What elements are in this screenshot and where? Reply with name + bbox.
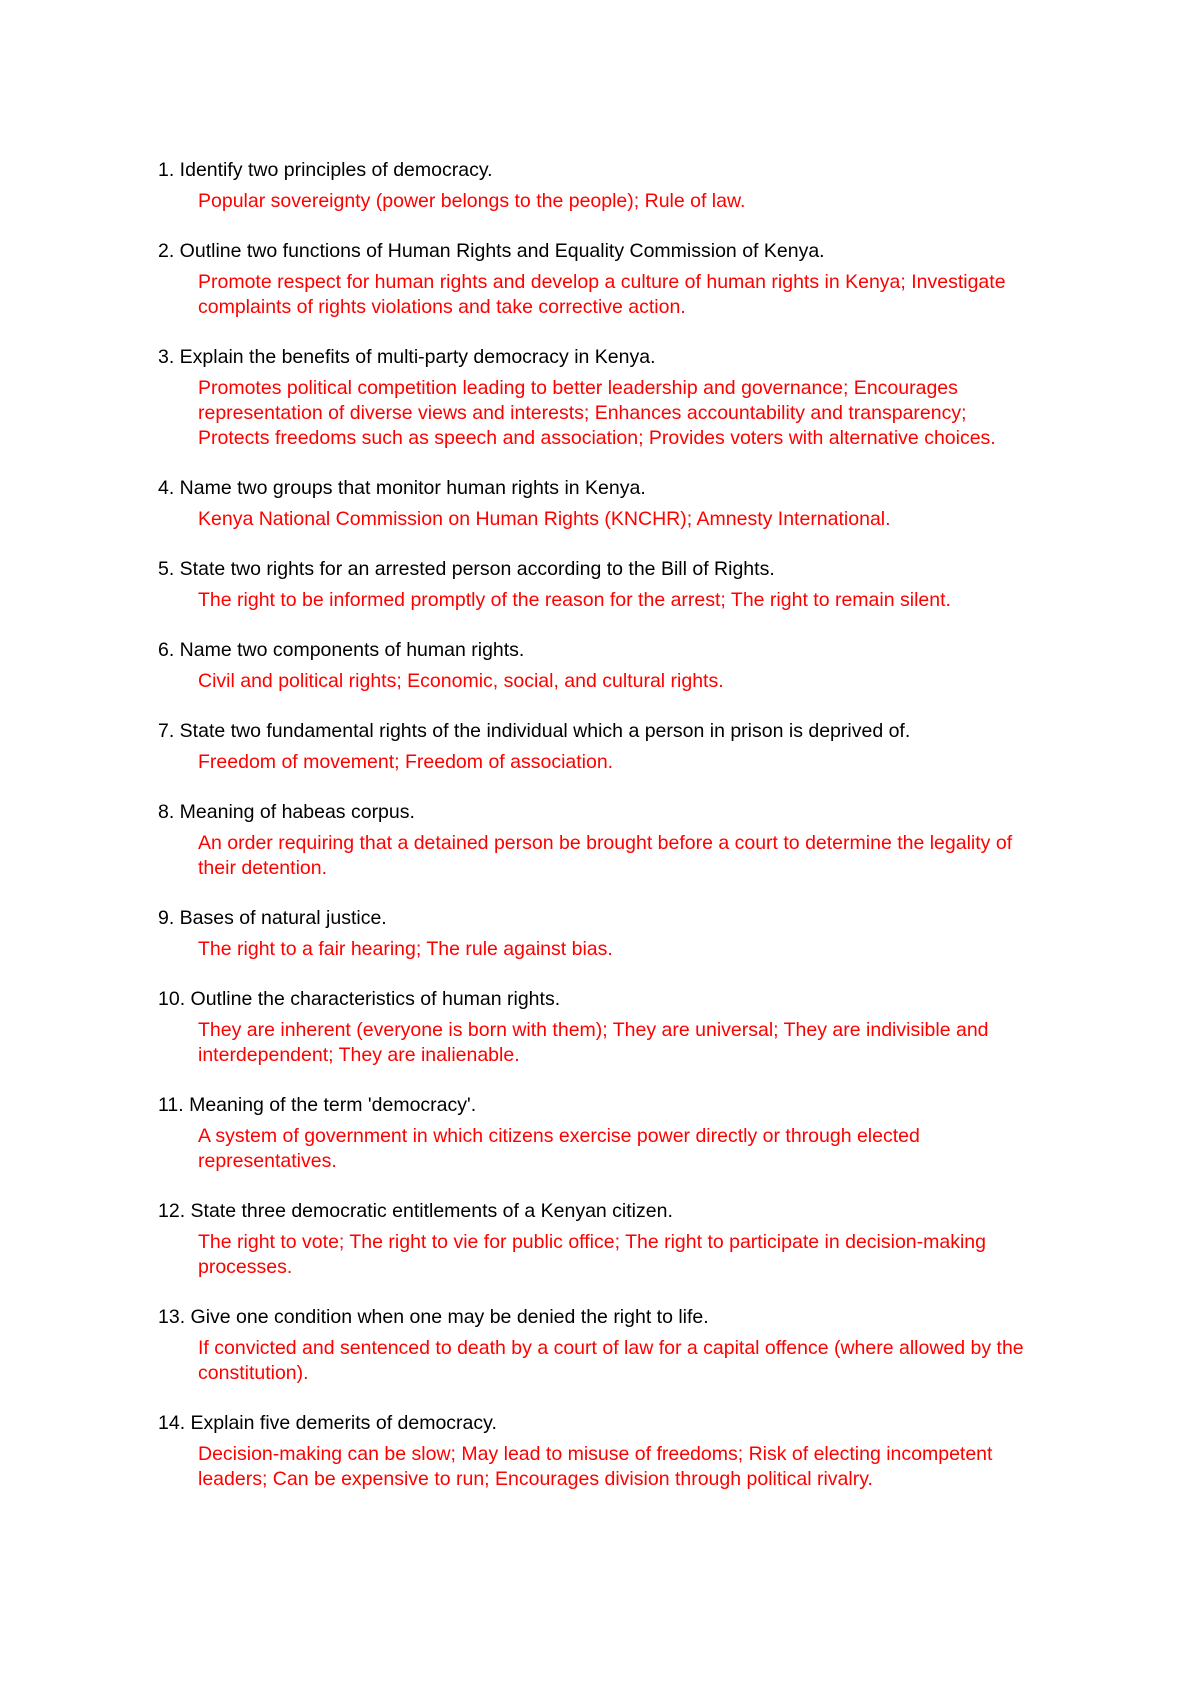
list-item bbox=[158, 1411, 1058, 1492]
question-text: 1. Identify two principles of democracy. bbox=[158, 159, 493, 181]
question-text: 7. State two fundamental rights of the individual which a person in prison is deprived of. bbox=[158, 720, 911, 742]
list-item bbox=[158, 476, 1058, 532]
question-text: 4. Name two groups that monitor human rights in Kenya. bbox=[158, 477, 646, 499]
answer-text: An order requiring that a detained person be brought before a court to determine the legality of their detention. bbox=[198, 832, 1013, 879]
question-answer-list bbox=[158, 158, 1058, 1517]
list-item bbox=[158, 158, 1058, 214]
question-text: 3. Explain the benefits of multi-party democracy in Kenya. bbox=[158, 346, 656, 368]
answer-text: Promote respect for human rights and develop a culture of human rights in Kenya; Investigate complaints of rights violations and take corrective action. bbox=[198, 271, 1006, 318]
question-text: 2. Outline two functions of Human Rights and Equality Commission of Kenya. bbox=[158, 240, 825, 262]
question-text: 5. State two rights for an arrested person according to the Bill of Rights. bbox=[158, 558, 775, 580]
list-item bbox=[158, 239, 1058, 320]
answer-text: If convicted and sentenced to death by a court of law for a capital offence (where allowed by the constitution). bbox=[198, 1337, 1024, 1384]
list-item bbox=[158, 638, 1058, 694]
list-item bbox=[158, 719, 1058, 775]
question-text: 12. State three democratic entitlements of a Kenyan citizen. bbox=[158, 1200, 673, 1222]
answer-text: The right to be informed promptly of the reason for the arrest; The right to remain silent. bbox=[198, 589, 951, 611]
list-item bbox=[158, 1093, 1058, 1174]
answer-text: Civil and political rights; Economic, social, and cultural rights. bbox=[198, 670, 724, 692]
question-text: 8. Meaning of habeas corpus. bbox=[158, 801, 415, 823]
answer-text: Decision-making can be slow; May lead to misuse of freedoms; Risk of electing incompetent leaders; Can be expensive to run; Encourages division through political rivalry. bbox=[198, 1443, 993, 1490]
list-item bbox=[158, 906, 1058, 962]
question-text: 6. Name two components of human rights. bbox=[158, 639, 525, 661]
question-text: 9. Bases of natural justice. bbox=[158, 907, 387, 929]
answer-text: They are inherent (everyone is born with them); They are universal; They are indivisible and interdependent; They are inalienable. bbox=[198, 1019, 989, 1066]
question-text: 14. Explain five demerits of democracy. bbox=[158, 1412, 497, 1434]
answer-text: Promotes political competition leading to better leadership and governance; Encourages representation of diverse views and interests; Enhances accountability and transparency; Protects freedoms such as speech and association; Provides voters with alternative choices. bbox=[198, 377, 996, 449]
list-item bbox=[158, 800, 1058, 881]
question-text: 10. Outline the characteristics of human rights. bbox=[158, 988, 561, 1010]
list-item bbox=[158, 987, 1058, 1068]
question-text: 11. Meaning of the term 'democracy'. bbox=[158, 1094, 477, 1116]
answer-text: The right to a fair hearing; The rule against bias. bbox=[198, 938, 613, 960]
answer-text: A system of government in which citizens exercise power directly or through elected representatives. bbox=[198, 1125, 920, 1172]
list-item bbox=[158, 345, 1058, 451]
question-text: 13. Give one condition when one may be denied the right to life. bbox=[158, 1306, 709, 1328]
list-item bbox=[158, 1199, 1058, 1280]
answer-text: Freedom of movement; Freedom of association. bbox=[198, 751, 614, 773]
answer-text: The right to vote; The right to vie for public office; The right to participate in decision-making processes. bbox=[198, 1231, 986, 1278]
answer-text: Popular sovereignty (power belongs to the people); Rule of law. bbox=[198, 190, 746, 212]
list-item bbox=[158, 1305, 1058, 1386]
answer-text: Kenya National Commission on Human Rights (KNCHR); Amnesty International. bbox=[198, 508, 891, 530]
list-item bbox=[158, 557, 1058, 613]
